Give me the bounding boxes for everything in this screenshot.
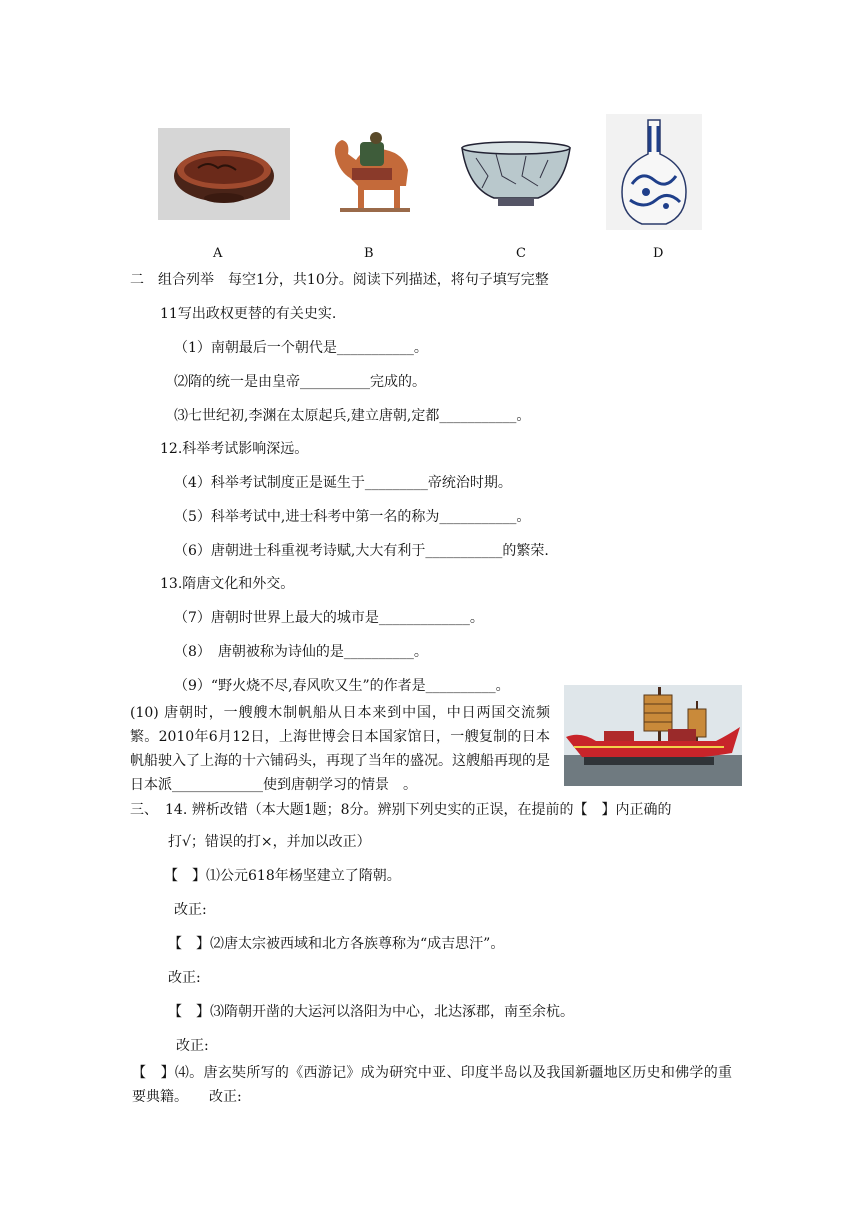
q13-title: 13.隋唐文化和外交。 [160,576,295,592]
section3-heading-line1: 三、 14. 辨析改错（本大题1题；8分。辨别下列史实的正误，在提前的【 】内正确的 [130,802,672,818]
option-b-label: B [364,246,374,261]
section3-heading-line2: 打√；错误的打×，并加以改正） [168,834,371,850]
q12-item4: （4）科举考试制度正是诞生于_________帝统治时期。 [174,475,512,491]
option-a-image [158,128,290,220]
option-d-image [606,114,702,230]
q12-title: 12.科举考试影响深远。 [160,441,309,457]
q13-item9: （9）“野火烧不尽,春风吹又生”的作者是__________。 [174,678,510,694]
statement-3: 【 】⑶隋朝开凿的大运河以洛阳为中心，北达涿郡，南至余杭。 [168,1004,574,1020]
q12-item5: （5）科举考试中,进士科考中第一名的称为___________。 [174,509,531,525]
option-c-image [456,136,576,212]
correction-3-label: 改正: [176,1038,209,1054]
correction-2-label: 改正: [168,970,201,986]
option-c-label: C [516,246,526,261]
section2-heading: 二 组合列举 每空1分，共10分。阅读下列描述，将句子填写完整 [130,272,549,288]
q13-item7: （7）唐朝时世界上最大的城市是_____________。 [174,610,484,626]
q11-item1: （1）南朝最后一个朝代是___________。 [174,340,428,356]
q12-item6: （6）唐朝进士科重视考诗赋,大大有利于___________的繁荣. [174,543,549,559]
q11-item2: ⑵隋的统一是由皇帝__________完成的。 [174,374,426,390]
option-a-label: A [213,246,223,261]
statement-4: 【 】⑷。唐玄奘所写的《西游记》成为研究中亚、印度半岛以及我国新疆地区历史和佛学的重要典籍。 改正: [132,1065,732,1105]
correction-1-label: 改正: [174,902,207,918]
option-d-label: D [653,246,664,261]
q13-item10: (10) 唐朝时，一艘艘木制帆船从日本来到中国，中日两国交流频繁。2010年6月12日，上海世博会日本国家馆日，一艘复制的日本帆船驶入了上海的十六铺码头，再现了当年的盛况。这艘船再现的是日本派_____________使到唐朝学习的情景 。 [130,705,550,793]
ship-image [564,685,742,786]
statement-2: 【 】⑵唐太宗被西域和北方各族尊称为“成吉思汗”。 [168,936,505,952]
q11-title: 11写出政权更替的有关史实. [160,306,337,322]
q13-item8: （8） 唐朝被称为诗仙的是__________。 [174,644,428,660]
option-b-image [316,128,422,220]
statement-1: 【 】⑴公元618年杨坚建立了隋朝。 [164,868,401,884]
q11-item3: ⑶七世纪初,李渊在太原起兵,建立唐朝,定都___________。 [174,408,531,424]
